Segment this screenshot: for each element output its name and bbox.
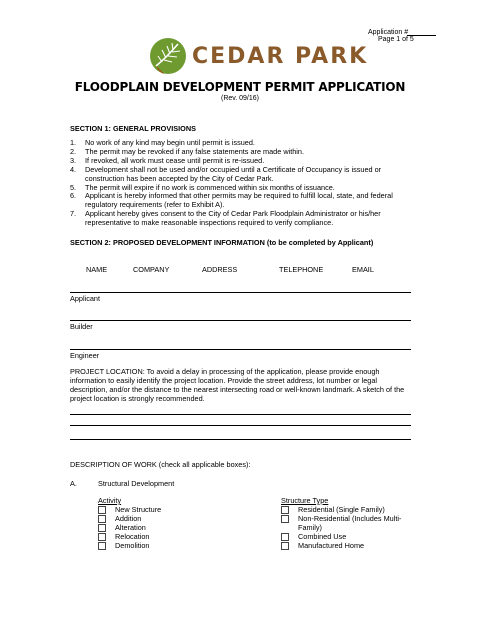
checkbox[interactable]: [98, 533, 106, 541]
provision-item: 3. If revoked, all work must cease until permit is re-issued.: [70, 155, 265, 165]
structure-type-heading: Structure Type: [281, 496, 329, 505]
applicant-row-line[interactable]: [70, 292, 411, 293]
activity-option-demolition[interactable]: Demolition: [98, 541, 218, 550]
checkbox[interactable]: [98, 506, 106, 514]
column-header-email: EMAIL: [352, 265, 374, 274]
row-label-builder: Builder: [70, 322, 93, 331]
project-location-line-1[interactable]: [70, 414, 411, 415]
part-a-letter: A.: [70, 479, 77, 488]
provision-item: 4. Development shall not be used and/or occupied until a Certificate of Occupancy is issued or construction has been accepted by the City of Cedar Park.: [70, 164, 382, 183]
structure-option-residential[interactable]: Residential (Single Family): [281, 505, 413, 514]
structure-option-manufactured-home[interactable]: Manufactured Home: [281, 541, 413, 550]
activity-option-alteration[interactable]: Alteration: [98, 523, 218, 532]
column-header-address: ADDRESS: [202, 265, 238, 274]
row-label-engineer: Engineer: [70, 351, 100, 360]
checkbox[interactable]: [98, 524, 106, 532]
structure-option-non-residential[interactable]: Non-Residential (Includes Multi-Family): [281, 514, 413, 532]
application-number-label: Application #: [368, 29, 409, 36]
description-heading: DESCRIPTION OF WORK (check all applicable boxes):: [70, 460, 251, 469]
provision-item: 7. Applicant hereby gives consent to the City of Cedar Park Floodplain Administrator or his/her representative to make reasonable inspections required to verify compliance.: [70, 209, 381, 228]
page-number: Page 1 of 5: [378, 36, 414, 43]
section1-heading: SECTION 1: GENERAL PROVISIONS: [70, 124, 196, 133]
column-header-name: NAME: [86, 265, 108, 274]
activity-heading: Activity: [98, 496, 122, 505]
column-header-telephone: TELEPHONE: [279, 265, 324, 274]
provision-item: 5. The permit will expire if no work is commenced within six months of issuance.: [70, 182, 335, 192]
activity-list: [98, 505, 218, 550]
project-location-line-3[interactable]: [70, 439, 411, 440]
activity-option-new-structure[interactable]: New Structure: [98, 505, 218, 514]
provision-item: 2. The permit may be revoked if any false statements are made within.: [70, 146, 305, 156]
checkbox[interactable]: [281, 542, 289, 550]
checkbox[interactable]: [98, 542, 106, 550]
logo-text: CEDAR PARK: [192, 44, 369, 69]
cedar-leaf-icon: [148, 36, 188, 76]
builder-row-line[interactable]: [70, 320, 411, 321]
row-label-applicant: Applicant: [70, 294, 101, 303]
activity-option-addition[interactable]: Addition: [98, 514, 218, 523]
checkbox[interactable]: [281, 533, 289, 541]
engineer-row-line[interactable]: [70, 349, 411, 350]
structure-type-list: [281, 505, 413, 550]
checkbox[interactable]: [98, 515, 106, 523]
provision-item: 1. No work of any kind may begin until permit is issued.: [70, 138, 255, 147]
checkbox[interactable]: [281, 515, 289, 523]
revision-label: (Rev. 09/16): [221, 95, 259, 102]
provision-item: 6. Applicant is hereby informed that other permits may be required to fulfill local, state, and federal regulatory requirements (refer to Exhibit A).: [70, 191, 393, 210]
column-header-company: COMPANY: [133, 265, 170, 274]
section2-heading: SECTION 2: PROPOSED DEVELOPMENT INFORMATION (to be completed by Applicant): [70, 238, 374, 247]
page-title: FLOODPLAIN DEVELOPMENT PERMIT APPLICATION: [74, 80, 406, 94]
project-location-text: PROJECT LOCATION: To avoid a delay in processing of the application, please provide enough information to easily identify the project location. Provide the street address, lot number or legal description, and/or the distance to the nearest intersecting road or well-known landmark. A sketch of the project location is strongly recommended.: [70, 367, 405, 403]
checkbox[interactable]: [281, 506, 289, 514]
structure-option-combined-use[interactable]: Combined Use: [281, 532, 413, 541]
provisions-list: [70, 139, 420, 228]
activity-option-relocation[interactable]: Relocation: [98, 532, 218, 541]
project-location-line-2[interactable]: [70, 425, 411, 426]
part-a-title: Structural Development: [98, 479, 175, 488]
cedar-park-logo: [148, 36, 369, 76]
